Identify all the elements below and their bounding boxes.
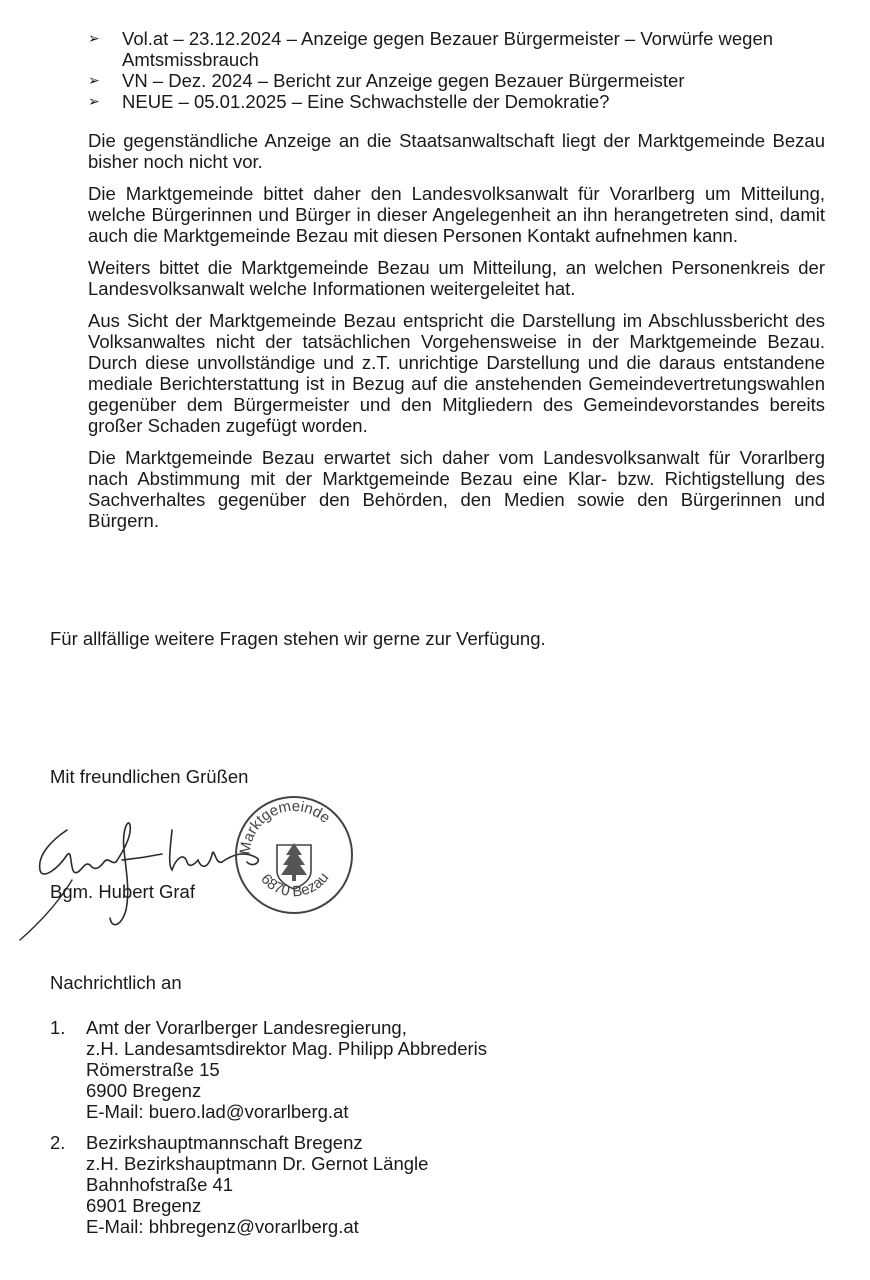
reference-text: NEUE – 05.01.2025 – Eine Schwachstelle der Demokratie? <box>122 91 610 112</box>
recipient-number: 2. <box>50 1132 66 1153</box>
letter-body <box>88 130 825 542</box>
recipient-email: E-Mail: buero.lad@vorarlberg.at <box>86 1101 349 1122</box>
seal-top-text: Marktgemeinde <box>236 797 334 856</box>
recipient-item <box>50 1132 750 1237</box>
greeting: Mit freundlichen Grüßen <box>50 766 249 787</box>
body-paragraph: Die Marktgemeinde bittet daher den Landesvolksanwalt für Vorarlberg um Mitteilung, welche Bürgerinnen und Bürger in dieser Angelegenheit an ihn herangetreten sind, damit auch die Marktgemeinde Bezau mit diesen Personen Kontakt aufnehmen kann. <box>88 183 825 246</box>
recipient-line: Römerstraße 15 <box>86 1059 220 1080</box>
reference-text: Vol.at – 23.12.2024 – Anzeige gegen Bezauer Bürgermeister – Vorwürfe wegen Amtsmissbrauch <box>122 28 774 70</box>
recipient-line: 6901 Bregenz <box>86 1195 202 1216</box>
reference-item <box>88 70 833 91</box>
body-paragraph: Die gegenständliche Anzeige an die Staatsanwaltschaft liegt der Marktgemeinde Bezau bisher noch nicht vor. <box>88 130 825 172</box>
body-paragraph: Die Marktgemeinde Bezau erwartet sich daher vom Landesvolksanwalt für Vorarlberg nach Abstimmung mit der Marktgemeinde Bezau eine Klar- bzw. Richtigstellung des Sachverhaltes gegenüber den Behörden, den Medien sowie den Bürgerinnen und Bürgern. <box>88 447 825 531</box>
municipal-seal-icon <box>232 793 356 917</box>
seal-bottom-text: 6870 Bezau <box>257 869 333 901</box>
recipient-email: E-Mail: bhbregenz@vorarlberg.at <box>86 1216 359 1237</box>
reference-item <box>88 91 833 112</box>
signer-name: Bgm. Hubert Graf <box>50 881 195 902</box>
reference-list <box>88 28 833 112</box>
svg-text:Marktgemeinde <box>237 798 334 856</box>
arrow-bullet-icon: ➢ <box>88 93 100 109</box>
reference-text: VN – Dez. 2024 – Bericht zur Anzeige gegen Bezauer Bürgermeister <box>122 70 685 91</box>
recipient-line: Bezirkshauptmannschaft Bregenz <box>86 1132 363 1153</box>
recipient-item <box>50 1017 750 1122</box>
arrow-bullet-icon: ➢ <box>88 72 100 88</box>
recipient-line: z.H. Landesamtsdirektor Mag. Philipp Abbrederis <box>86 1038 488 1059</box>
recipient-list <box>50 1017 750 1247</box>
body-paragraph: Aus Sicht der Marktgemeinde Bezau entspricht die Darstellung im Abschlussbericht des Volksanwaltes nicht der tatsächlichen Vorgehensweise in der Marktgemeinde Bezau. Durch diese unvollständige und z.T. unrichtige Darstellung und die daraus entstandene mediale Berichterstattung ist in Bezug auf die anstehenden Gemeindevertretungswahlen gegenüber dem Bürgermeister und den Mitgliedern des Gemeindevorstandes bereits großer Schaden zugefügt worden. <box>88 310 825 436</box>
reference-item <box>88 28 833 70</box>
recipient-line: Amt der Vorarlberger Landesregierung, <box>86 1017 407 1038</box>
arrow-bullet-icon: ➢ <box>88 30 100 46</box>
recipient-line: z.H. Bezirkshauptmann Dr. Gernot Längle <box>86 1153 429 1174</box>
recipient-line: 6900 Bregenz <box>86 1080 202 1101</box>
cc-title: Nachrichtlich an <box>50 972 182 993</box>
recipient-number: 1. <box>50 1017 66 1038</box>
closing-line: Für allfällige weitere Fragen stehen wir gerne zur Verfügung. <box>50 628 546 649</box>
body-paragraph: Weiters bittet die Marktgemeinde Bezau um Mitteilung, an welchen Personenkreis der Landesvolksanwalt welche Informationen weitergeleitet hat. <box>88 257 825 299</box>
recipient-line: Bahnhofstraße 41 <box>86 1174 234 1195</box>
